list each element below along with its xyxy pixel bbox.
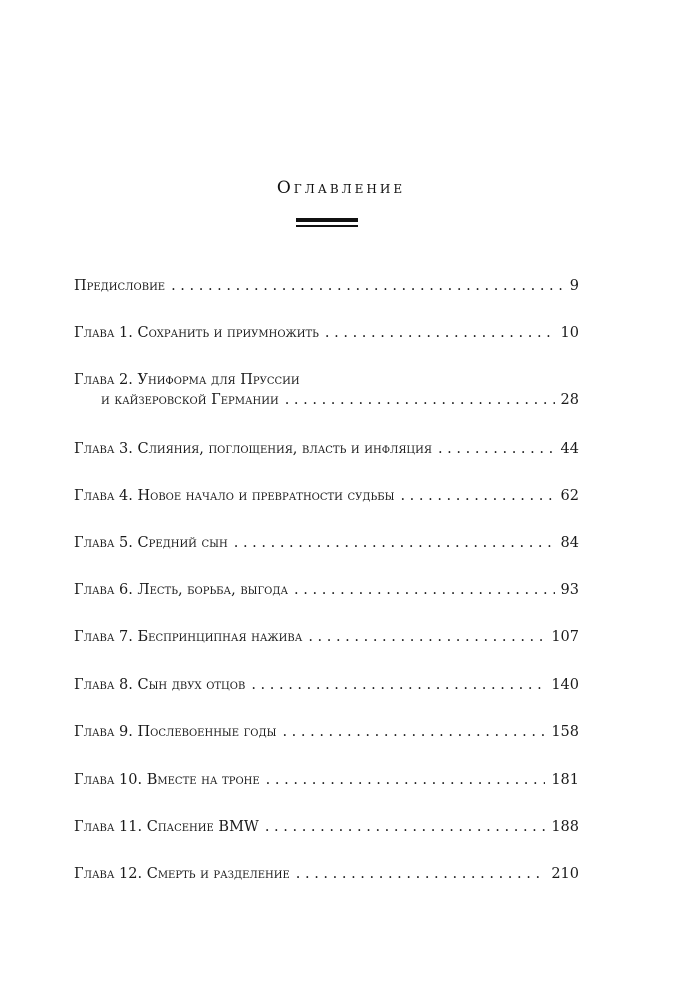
toc-leader-dots <box>296 864 546 884</box>
toc-leader-dots <box>308 627 545 647</box>
toc-page-number: 28 <box>560 392 579 408</box>
toc-leader-dots <box>266 770 546 790</box>
toc-entry-chapter-4[interactable] <box>74 486 579 506</box>
toc-entry-chapter-3[interactable] <box>74 439 579 459</box>
toc-entry-label: Глава 11. Спасение BMW <box>74 819 259 835</box>
toc-leader-dots <box>282 722 545 742</box>
toc-page-number: 210 <box>551 866 579 882</box>
toc-entry-chapter-7[interactable] <box>74 627 579 647</box>
toc-leader-dots <box>265 817 545 837</box>
toc-entry-chapter-11[interactable] <box>74 817 579 837</box>
toc-entry-label: Глава 12. Смерть и разделение <box>74 866 290 882</box>
toc-page-number: 181 <box>551 772 579 788</box>
toc-page-number: 84 <box>560 535 579 551</box>
toc-entry-label-line2: и кайзеровской Германии <box>101 392 279 408</box>
toc-leader-dots <box>294 580 555 600</box>
toc-page-number: 62 <box>560 488 579 504</box>
toc-entry-preface[interactable] <box>74 276 579 296</box>
toc-entry-chapter-8[interactable] <box>74 675 579 695</box>
toc-entry-label: Глава 5. Средний сын <box>74 535 228 551</box>
toc-entry-chapter-6[interactable] <box>74 580 579 600</box>
toc-entry-label-line1: Глава 2. Униформа для Пруссии <box>74 372 300 388</box>
toc-page-number: 44 <box>560 441 579 457</box>
toc-entry-chapter-12[interactable] <box>74 864 579 884</box>
toc-entry-label: Глава 1. Сохранить и приумножить <box>74 325 319 341</box>
toc-entry-label: Глава 7. Беспринципная нажива <box>74 629 303 645</box>
toc-entry-label: Глава 4. Новое начало и превратности судьбы <box>74 488 395 504</box>
toc-entry-label: Предисловие <box>74 278 166 294</box>
toc-entry-chapter-10[interactable] <box>74 770 579 790</box>
toc-entry-chapter-5[interactable] <box>74 533 579 553</box>
toc-page-number: 158 <box>551 724 579 740</box>
toc-entry-chapter-2[interactable] <box>74 370 579 410</box>
toc-page-number: 93 <box>560 582 579 598</box>
toc-leader-dots <box>438 439 555 459</box>
toc-leader-dots <box>400 486 554 506</box>
toc-page-number: 10 <box>560 325 579 341</box>
toc-entry-label: Глава 8. Сын двух отцов <box>74 677 246 693</box>
toc-entry-label: Глава 6. Лесть, борьба, выгода <box>74 582 289 598</box>
toc-page-number: 188 <box>551 819 579 835</box>
toc-leader-dots <box>171 276 564 296</box>
toc-entry-label: Глава 9. Послевоенные годы <box>74 724 277 740</box>
toc-leader-dots <box>234 533 555 553</box>
toc-page-number: 9 <box>569 278 579 294</box>
toc-entry-chapter-1[interactable] <box>74 323 579 343</box>
toc-page-number: 140 <box>551 677 579 693</box>
page-title: Оглавление <box>276 178 406 198</box>
rule-thin-line <box>296 225 358 227</box>
toc-entry-label: Глава 10. Вместе на троне <box>74 772 260 788</box>
toc-page-number: 107 <box>551 629 579 645</box>
toc-leader-dots <box>251 675 545 695</box>
toc-entry-chapter-9[interactable] <box>74 722 579 742</box>
title-double-rule <box>296 218 358 227</box>
toc-entry-label: Глава 3. Слияния, поглощения, власть и инфляция <box>74 441 432 457</box>
toc-leader-dots <box>285 390 555 410</box>
toc-leader-dots <box>325 323 555 343</box>
